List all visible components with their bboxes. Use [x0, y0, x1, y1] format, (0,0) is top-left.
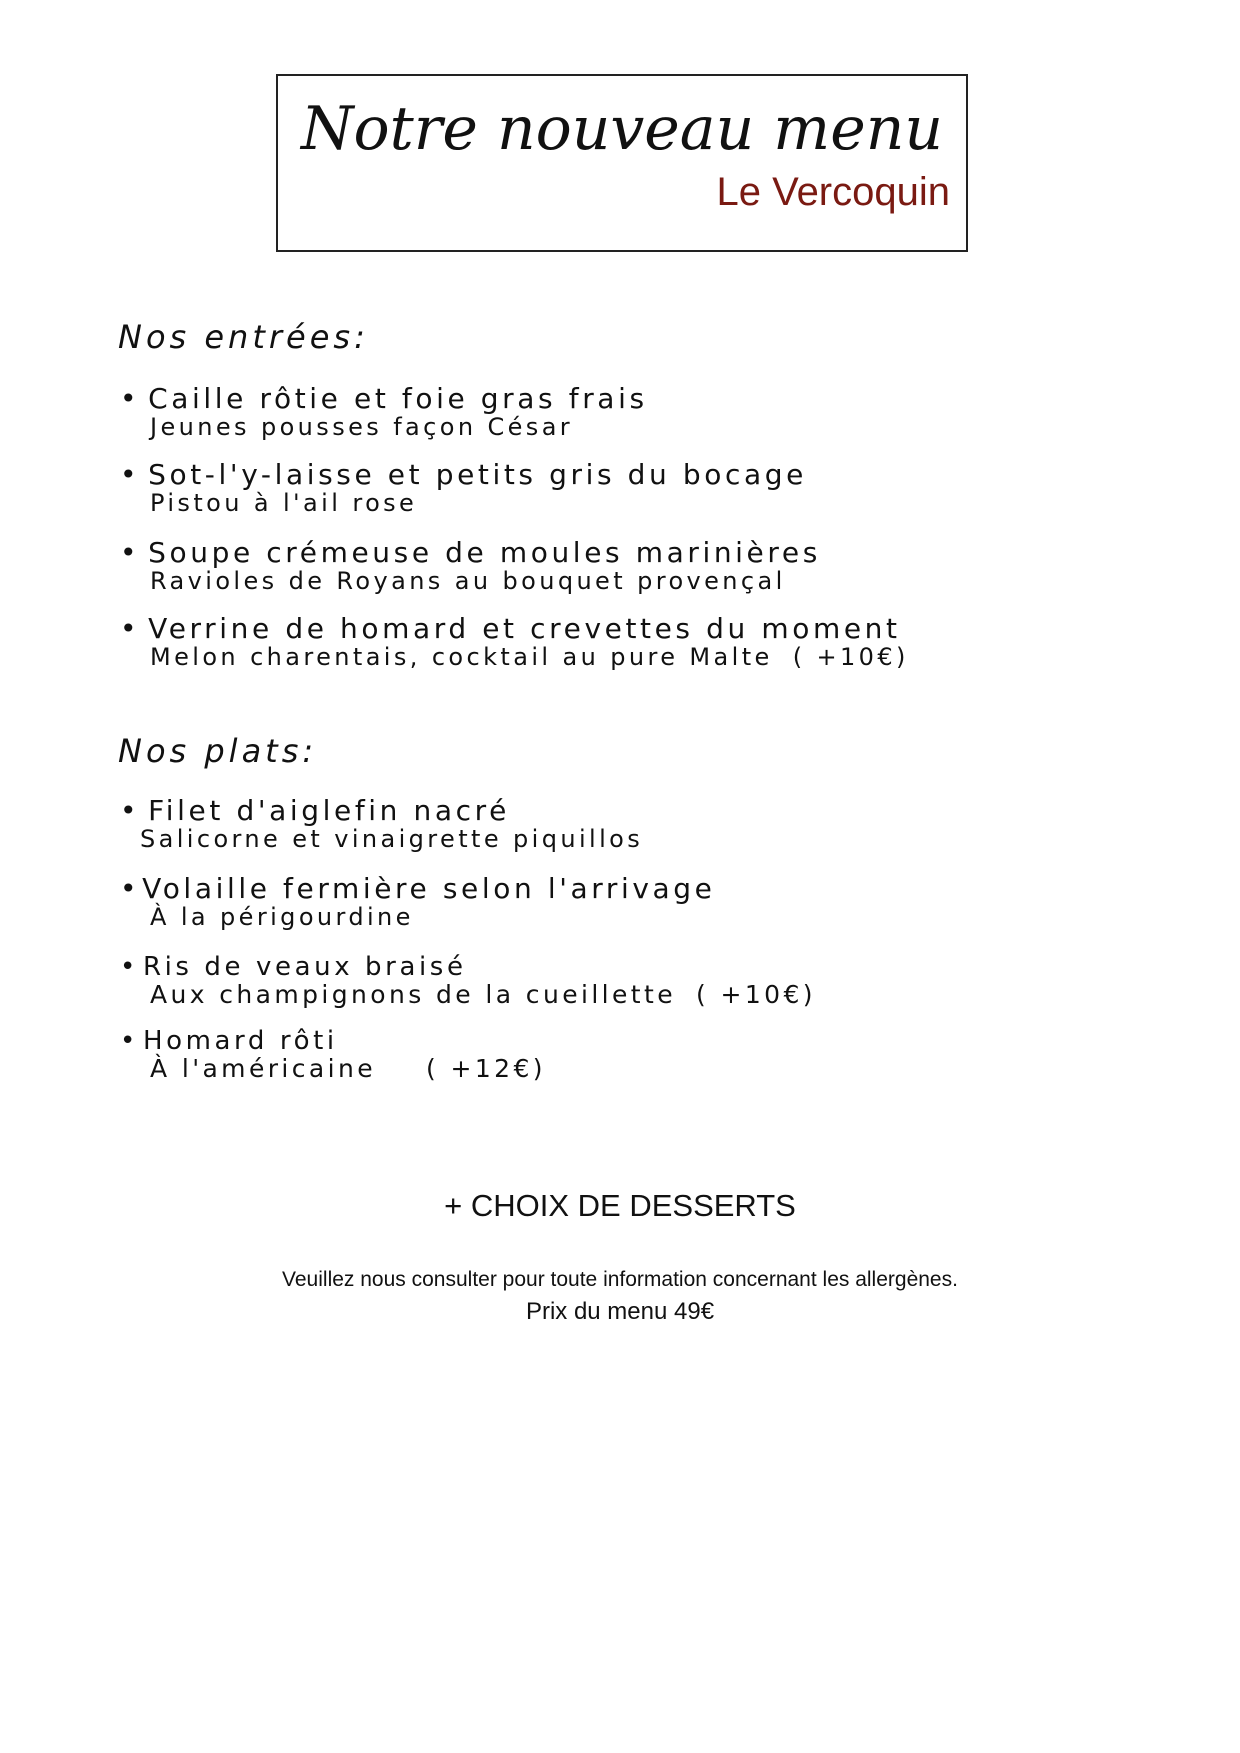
dish-name: Homard rôti	[142, 1026, 338, 1056]
allergens-note: Veuillez nous consulter pour toute information concernant les allergènes.	[282, 1268, 958, 1291]
dish-name: Volaille fermière selon l'arrivage	[142, 872, 716, 905]
starter-item	[120, 538, 821, 594]
starter-item	[120, 384, 648, 440]
menu-price: Prix du menu 49€	[525, 1298, 715, 1325]
dish-supplement: ( +10€)	[792, 643, 909, 671]
dish-name: Filet d'aiglefin nacré	[148, 794, 510, 827]
starter-item	[120, 460, 807, 516]
main-item	[120, 1026, 546, 1082]
bullet-icon: •	[120, 1026, 139, 1056]
dish-supplement: ( +12€)	[425, 1054, 546, 1083]
main-item	[120, 874, 716, 930]
bullet-icon: •	[120, 612, 141, 645]
title-box	[276, 74, 968, 252]
bullet-icon: •	[120, 794, 141, 827]
dish-description: Jeunes pousses façon César	[150, 413, 574, 441]
dish-description: Aux champignons de la cueillette	[150, 980, 676, 1009]
mains-heading: Nos plats:	[118, 732, 318, 770]
desserts-note: + CHOIX DE DESSERTS	[444, 1188, 796, 1223]
dish-description: Melon charentais, cocktail au pure Malte	[150, 643, 773, 671]
restaurant-name: Le Vercoquin	[716, 170, 950, 214]
bullet-icon: •	[120, 872, 141, 905]
starters-heading: Nos entrées:	[118, 318, 369, 356]
main-item	[120, 796, 643, 852]
bullet-icon: •	[120, 536, 141, 569]
main-item	[120, 952, 816, 1008]
dish-name: Soupe crémeuse de moules marinières	[148, 536, 821, 569]
dish-description: Salicorne et vinaigrette piquillos	[140, 825, 644, 853]
dish-description: Pistou à l'ail rose	[150, 489, 418, 517]
dish-name: Ris de veaux braisé	[142, 952, 467, 982]
dish-name: Verrine de homard et crevettes du moment	[148, 612, 901, 645]
dish-name: Sot-l'y-laisse et petits gris du bocage	[148, 458, 807, 491]
bullet-icon: •	[120, 458, 141, 491]
bullet-icon: •	[120, 382, 141, 415]
dish-description: À l'américaine	[150, 1054, 376, 1083]
bullet-icon: •	[120, 952, 139, 982]
starter-item	[120, 614, 909, 670]
dish-description: À la périgourdine	[150, 903, 414, 931]
dish-supplement: ( +10€)	[695, 980, 816, 1009]
dish-description: Ravioles de Royans au bouquet provençal	[150, 567, 786, 595]
dish-name: Caille rôtie et foie gras frais	[148, 382, 648, 415]
menu-title: Notre nouveau menu	[301, 94, 943, 164]
